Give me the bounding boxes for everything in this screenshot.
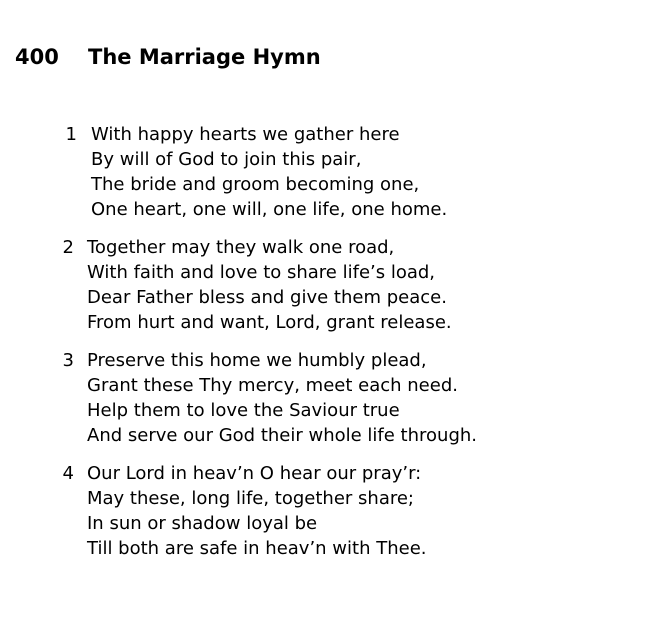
hymn-title: The Marriage Hymn: [88, 45, 321, 69]
verse-number: 3: [62, 350, 74, 371]
verse-line: The bride and groom becoming one,: [91, 174, 420, 195]
hymn-number: 400: [15, 45, 59, 69]
verse-line: And serve our God their whole life through.: [87, 425, 478, 446]
verse-lines: [87, 235, 452, 335]
verse-line: Till both are safe in heav’n with Thee.: [87, 538, 427, 559]
verse-line: Our Lord in heav’n O hear our pray’r:: [87, 463, 422, 484]
verse-number: 1: [65, 124, 77, 145]
verse-line: Preserve this home we humbly plead,: [87, 350, 427, 371]
hymn-header: [15, 42, 321, 72]
verse-line: With faith and love to share life’s load,: [87, 262, 436, 283]
verse-line: From hurt and want, Lord, grant release.: [87, 312, 452, 333]
verse-line: Help them to love the Saviour true: [87, 400, 400, 421]
verse-number: 2: [62, 237, 74, 258]
verse-line: In sun or shadow loyal be: [87, 513, 318, 534]
verse-line: One heart, one will, one life, one home.: [91, 199, 448, 220]
verse-lines: [87, 348, 477, 448]
verse-line: Grant these Thy mercy, meet each need.: [87, 375, 458, 396]
verse-line: Dear Father bless and give them peace.: [87, 287, 447, 308]
verse-line: By will of God to join this pair,: [91, 149, 362, 170]
verse-lines: [87, 461, 427, 561]
verse-line: May these, long life, together share;: [87, 488, 414, 509]
verse-line: With happy hearts we gather here: [91, 124, 400, 145]
verse-number: 4: [62, 463, 74, 484]
verse-lines: [91, 122, 447, 222]
verse-line: Together may they walk one road,: [87, 237, 395, 258]
